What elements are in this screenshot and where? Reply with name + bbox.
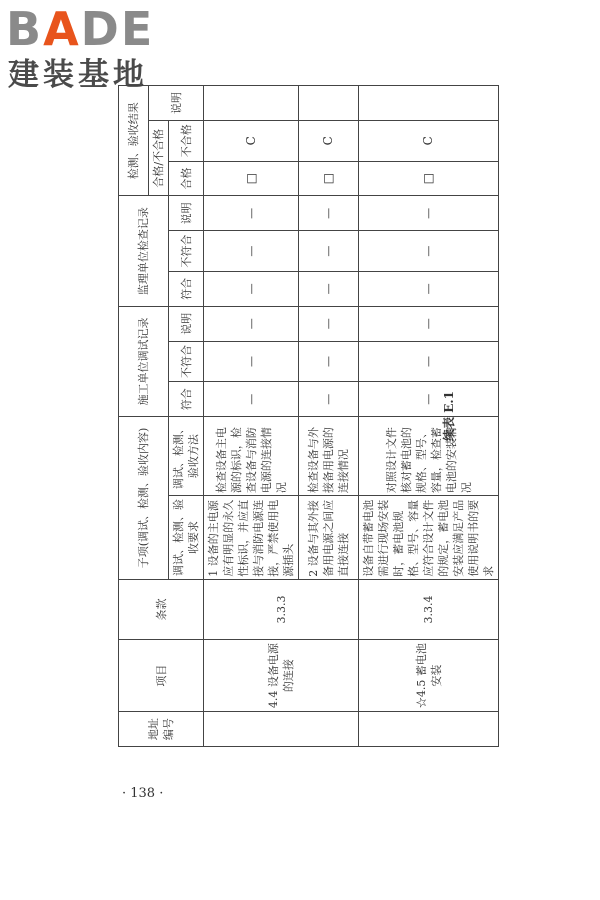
- row-requirement: 1 设备的主电源应有明显的永久性标识，并应直接与消防电源连接，严禁使用电源插头: [204, 496, 299, 580]
- row-requirement: 2 设备与其外接备用电源之间应直接连接: [299, 496, 359, 580]
- ok-checkbox[interactable]: □: [204, 161, 299, 196]
- table-row: 2 设备与其外接备用电源之间应直接连接 检查设备与外接备用电源的连接情况 — — — — — — □ C: [299, 86, 359, 747]
- header-requirement: 调试、检测、验收要求: [169, 496, 204, 580]
- header-item: 项目: [119, 640, 204, 712]
- ok-checkbox[interactable]: □: [299, 161, 359, 196]
- bade-logo: [6, 4, 206, 96]
- header-result: 检测、验收结果: [119, 86, 149, 196]
- row-item: ☆4.5 蓄电池安装: [359, 640, 499, 712]
- logo-brand: BADE: [6, 2, 155, 56]
- not-ok-checkbox[interactable]: C: [359, 120, 499, 161]
- row-method: 检查设备主电源的标识，检查设备与消防电源的连接情况: [204, 417, 299, 496]
- header-c-fail: 不符合: [169, 341, 204, 382]
- table-title: 续表 E.1: [442, 391, 456, 441]
- header-s-pass: 符合: [169, 271, 204, 306]
- header-clause: 条款: [119, 579, 204, 639]
- header-c-pass: 符合: [169, 382, 204, 417]
- page-number: · 138 ·: [122, 786, 164, 801]
- row-method: 检查设备与外接备用电源的连接情况: [299, 417, 359, 496]
- header-r-ok: 合格: [169, 161, 204, 196]
- header-method: 调试、检测、验收方法: [169, 417, 204, 496]
- header-ok-notok: 合格/不合格: [149, 120, 169, 196]
- header-sub-item: 子项(调试、检测、验收内容): [119, 417, 169, 580]
- header-construction: 施工单位调试记录: [119, 306, 169, 416]
- header-supervision: 监理单位检查记录: [119, 196, 169, 306]
- not-ok-checkbox[interactable]: C: [204, 120, 299, 161]
- header-c-note: 说明: [169, 306, 204, 341]
- logo-chinese-name: 建装基地: [8, 57, 148, 93]
- row-clause: 3.3.3: [204, 579, 359, 639]
- row-clause: 3.3.4: [359, 579, 499, 639]
- header-s-note: 说明: [169, 196, 204, 231]
- table-row: 4.4 设备电源的连接 3.3.3 1 设备的主电源应有明显的永久性标识，并应直接与消防电源连接，严禁使用电源插头 检查设备主电源的标识，检查设备与消防电源的连接情况 — — — — — — □ C: [204, 86, 299, 747]
- header-s-fail: 不符合: [169, 231, 204, 272]
- row-method: 对照设计文件核对蓄电池的规格、型号、容量，检查蓄电池的安装情况: [359, 417, 499, 496]
- header-result-note: 说明: [149, 86, 204, 121]
- ok-checkbox[interactable]: □: [359, 161, 499, 196]
- row-requirement: 设备自带蓄电池需进行现场安装时，蓄电池规格、型号、容量应符合设计文件的规定，蓄电池安装应满足产品使用说明书的要求: [359, 496, 499, 580]
- rotated-table-page: [118, 85, 523, 747]
- not-ok-checkbox[interactable]: C: [299, 120, 359, 161]
- table-row: ☆4.5 蓄电池安装 3.3.4 设备自带蓄电池需进行现场安装时，蓄电池规格、型号、容量应符合设计文件的规定，蓄电池安装应满足产品使用说明书的要求 对照设计文件核对蓄电池的规格、型号、容量，检查蓄电池的安装情况 — — — — — — □ C: [359, 86, 499, 747]
- header-r-notok: 不合格: [169, 120, 204, 161]
- row-item: 4.4 设备电源的连接: [204, 640, 359, 712]
- header-number: 地址编号: [119, 712, 204, 747]
